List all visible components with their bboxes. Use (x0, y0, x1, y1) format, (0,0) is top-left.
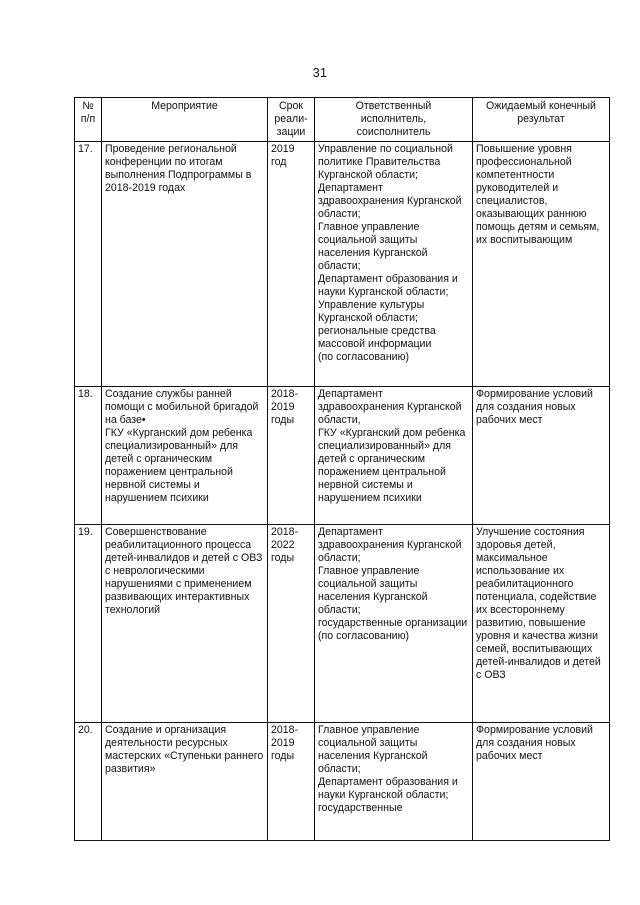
row-result: Формирование условий для создания новых рабочих мест (473, 723, 610, 841)
header-term: Срок реали- зации (268, 98, 315, 142)
measures-table (74, 97, 610, 841)
row-event: Проведение региональной конференции по итогам выполнения Подпрограммы в 2018-2019 годах (102, 142, 268, 387)
header-number: № п/п (75, 98, 102, 142)
row-responsible: Управление по социальной политике Правительства Курганской области; Департамент здравоохранения Курганской области; Главное управление социальной защиты населения Курганской области; Департамент образования и науки Курганской области; Управление культуры Курганской области; региональные средства массовой информации (по согласованию) (315, 142, 473, 387)
row-number: 17. (75, 142, 102, 387)
row-result: Улучшение состояния здоровья детей, максимальное использование их реабилитационного потенциала, содействие их всестороннему развитию, повышение уровня и качества жизни семей, воспитывающих детей-инвалидов и детей с ОВЗ (473, 525, 610, 723)
table-row (75, 142, 610, 387)
row-result: Формирование условий для создания новых рабочих мест (473, 387, 610, 525)
header-responsible: Ответственный исполнитель, соисполнитель (315, 98, 473, 142)
table-row (75, 387, 610, 525)
row-result: Повышение уровня профессиональной компетентности руководителей и специалистов, оказывающих раннюю помощь детям и семьям, их воспитывающим (473, 142, 610, 387)
table-row (75, 723, 610, 841)
row-term: 2018- 2019 годы (268, 723, 315, 841)
row-event: Создание службы ранней помощи с мобильной бригадой на базе• ГКУ «Курганский дом ребенка специализированный» для детей с органическим поражением центральной нервной системы и нарушением психики (102, 387, 268, 525)
row-number: 20. (75, 723, 102, 841)
row-responsible: Департамент здравоохранения Курганской области, ГКУ «Курганский дом ребенка специализированный» для детей с органическим поражением центральной нервной системы и нарушением психики (315, 387, 473, 525)
header-result: Ожидаемый конечный результат (473, 98, 610, 142)
row-term: 2019 год (268, 142, 315, 387)
row-number: 19. (75, 525, 102, 723)
row-event: Совершенствование реабилитационного процесса детей-инвалидов и детей с ОВЗ с неврологическими нарушениями с применением развивающих интерактивных технологий (102, 525, 268, 723)
row-responsible: Департамент здравоохранения Курганской области; Главное управление социальной защиты населения Курганской области; государственные организации (по согласованию) (315, 525, 473, 723)
header-event: Мероприятие (102, 98, 268, 142)
row-event: Создание и организация деятельности ресурсных мастерских «Ступеньки раннего развития» (102, 723, 268, 841)
table-header-row (75, 98, 610, 142)
table-row (75, 525, 610, 723)
row-term: 2018- 2019 годы (268, 387, 315, 525)
row-number: 18. (75, 387, 102, 525)
row-term: 2018- 2022 годы (268, 525, 315, 723)
page-number: 31 (312, 66, 328, 80)
row-responsible: Главное управление социальной защиты населения Курганской области; Департамент образования и науки Курганской области; государственные (315, 723, 473, 841)
